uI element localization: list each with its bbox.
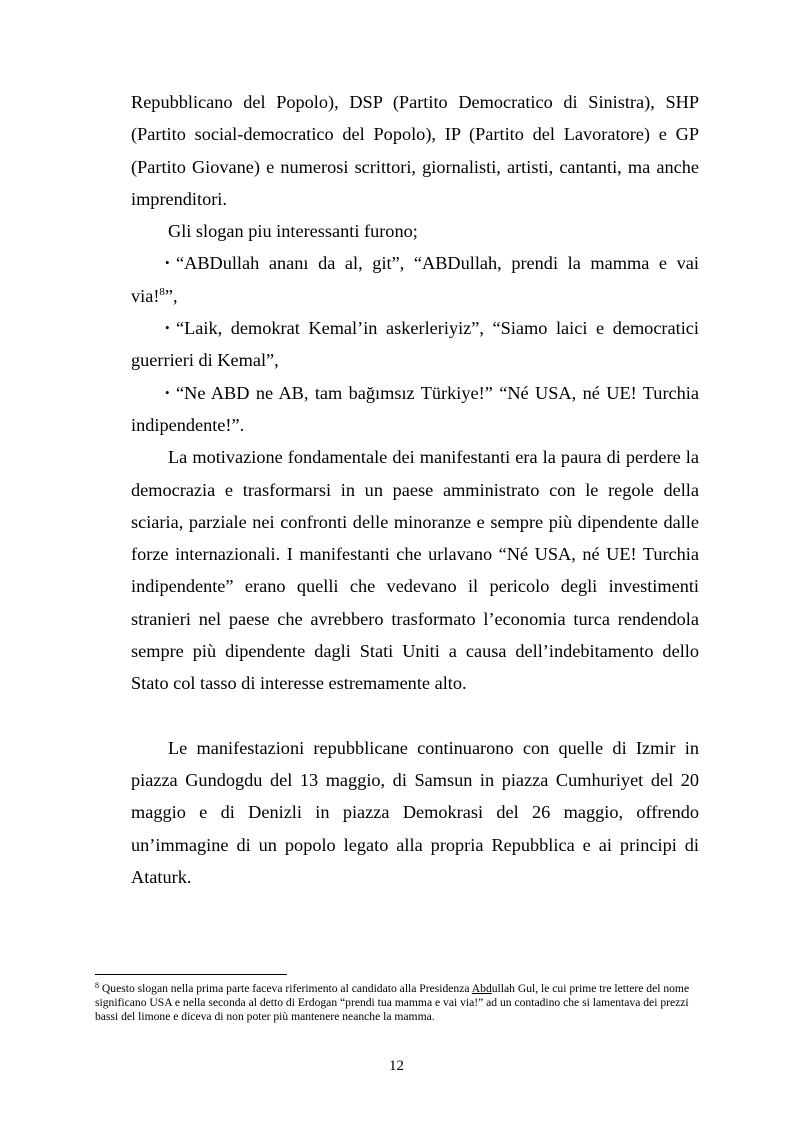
bullet-item <box>131 247 699 312</box>
footnote-underlined: Abd <box>471 982 492 995</box>
bullet-icon: • <box>165 320 170 336</box>
bullet-text: “Ne ABD ne AB, tam bağımsız Türkiye!” “Né USA, né UE! Turchia indipendente!”. <box>131 382 699 435</box>
paragraph-continuation: Repubblicano del Popolo), DSP (Partito Democratico di Sinistra), SHP (Partito social-democratico del Popolo), IP (Partito del Lavoratore) e GP (Partito Giovane) e numerosi scrittori, giornalisti, artisti, cantanti, ma anche imprenditori. <box>131 92 699 209</box>
body-text <box>131 86 699 893</box>
page-number: 12 <box>389 1058 404 1074</box>
footnote-text-end: ullah Gul, le cui prime tre lettere del nome significano USA e nella seconda al detto di Erdogan “prendi tua mamma e vai via!” ad un contadino che si lamentava dei prezzi bassi del limone e diceva di non poter più mantenere neanche la mamma. <box>95 982 690 1023</box>
bullet-icon: • <box>165 384 170 400</box>
bullet-text-end: ”, <box>164 285 178 306</box>
bullet-item <box>131 312 699 377</box>
bullet-text: “Laik, demokrat Kemal’in askerleriyiz”, “Siamo laici e democratici guerrieri di Kemal”, <box>131 318 699 371</box>
paragraph-motivation: La motivazione fondamentale dei manifestanti era la paura di perdere la democrazia e trasformarsi in un paese amministrato con le regole della sciaria, parziale nei confronti delle minoranze e sempre più dipendente dalle forze internazionali. I manifestanti che urlavano “Né USA, né UE! Turchia indipendente” erano quelli che vedevano il pericolo degli investimenti stranieri nel paese che avrebbero trasformato l’economia turca rendendola sempre più dipendente dagli Stati Uniti a causa dell’indebitamento dello Stato col tasso di interesse estremamente alto. <box>131 447 699 694</box>
footnote-text: Questo slogan nella prima parte faceva riferimento al candidato alla Presidenza <box>99 982 472 995</box>
paragraph-slogans-intro: Gli slogan piu interessanti furono; <box>168 221 418 242</box>
footnote <box>95 982 695 1024</box>
paragraph-gap <box>131 700 699 732</box>
footnote-number: 8 <box>95 981 99 990</box>
bullet-text: “ABDullah ananı da al, git”, “ABDullah, prendi la mamma e vai via! <box>131 253 699 306</box>
paragraph-republican-demos: Le manifestazioni repubblicane continuarono con quelle di Izmir in piazza Gundogdu del 13 maggio, di Samsun in piazza Cumhuriyet del 20 maggio e di Denizli in piazza Demokrasi del 26 maggio, offrendo un’immagine di un popolo legato alla propria Repubblica e ai principi di Ataturk. <box>131 737 699 887</box>
bullet-item <box>131 377 699 442</box>
footnote-separator <box>95 974 287 975</box>
footnote-reference[interactable]: 8 <box>159 285 165 298</box>
bullet-icon: • <box>165 255 170 271</box>
